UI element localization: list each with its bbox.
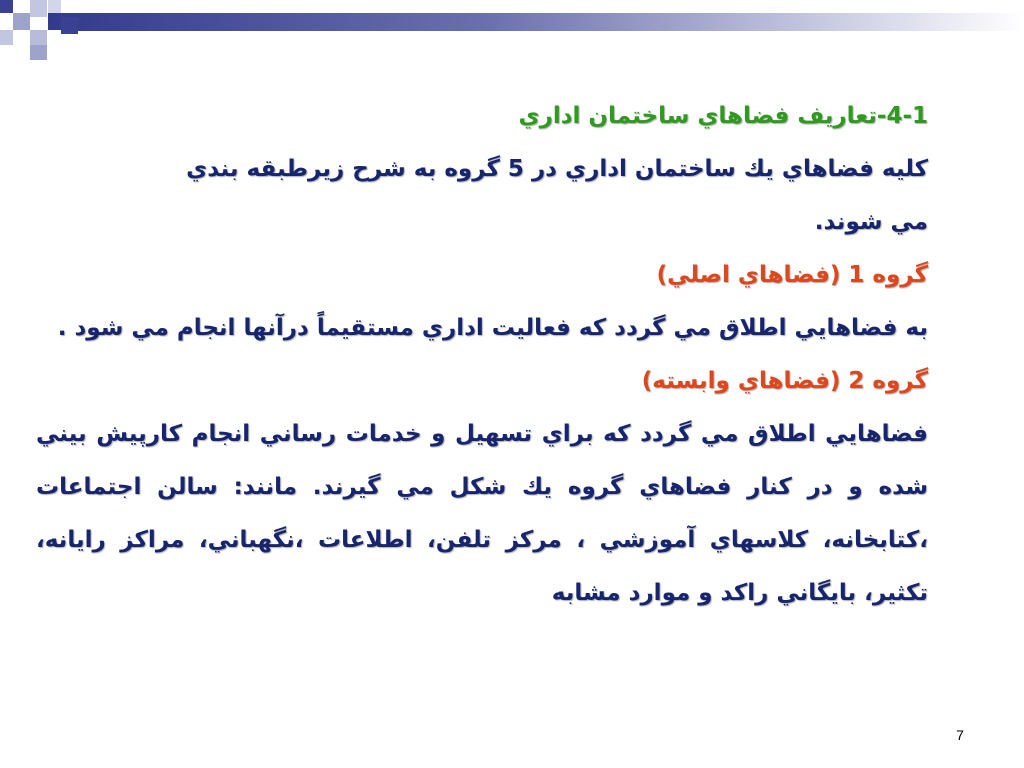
deco-square bbox=[47, 30, 61, 45]
slide-heading: 4-1-تعاريف فضاهاي ساختمان اداري bbox=[518, 103, 928, 129]
slide-decoration bbox=[0, 0, 1024, 62]
slide-body bbox=[36, 104, 928, 634]
group-2-description-line: فضاهايي اطلاق مي گردد كه براي تسهيل و خدمات رساني انجام كارپيش بيني bbox=[36, 421, 928, 447]
deco-square bbox=[30, 0, 47, 17]
intro-line: كليه فضاهاي يك ساختمان اداري در 5 گروه به شرح زيرطبقه بندي bbox=[186, 156, 928, 182]
intro-line: مي شوند. bbox=[814, 209, 928, 235]
deco-square bbox=[0, 0, 13, 13]
group-2-description-line: شده و در كنار فضاهاي گروه يك شكل مي گيرند. مانند: سالن اجتماعات bbox=[36, 474, 928, 500]
deco-square bbox=[0, 30, 13, 45]
deco-square bbox=[61, 17, 78, 34]
deco-square bbox=[61, 0, 78, 13]
group-2-title: گروه 2 (فضاهاي وابسته) bbox=[641, 368, 928, 394]
page-number: 7 bbox=[956, 727, 964, 743]
group-2-description-line: تكثير، بايگاني راكد و موارد مشابه bbox=[551, 580, 928, 606]
deco-square bbox=[30, 30, 47, 45]
group-1-description: به فضاهايي اطلاق مي گردد كه فعاليت اداري مستقيماً درآنها انجام مي شود . bbox=[57, 315, 928, 341]
deco-square bbox=[13, 13, 30, 30]
deco-square bbox=[48, 0, 61, 13]
title-gradient-bar bbox=[48, 13, 1024, 31]
deco-square bbox=[30, 45, 47, 60]
group-2-description-line: ،كتابخانه، كلاسهاي آموزشي ، مركز تلفن، اطلاعات ،نگهباني، مراكز رايانه، bbox=[36, 527, 928, 553]
group-1-title: گروه 1 (فضاهاي اصلي) bbox=[656, 262, 928, 288]
